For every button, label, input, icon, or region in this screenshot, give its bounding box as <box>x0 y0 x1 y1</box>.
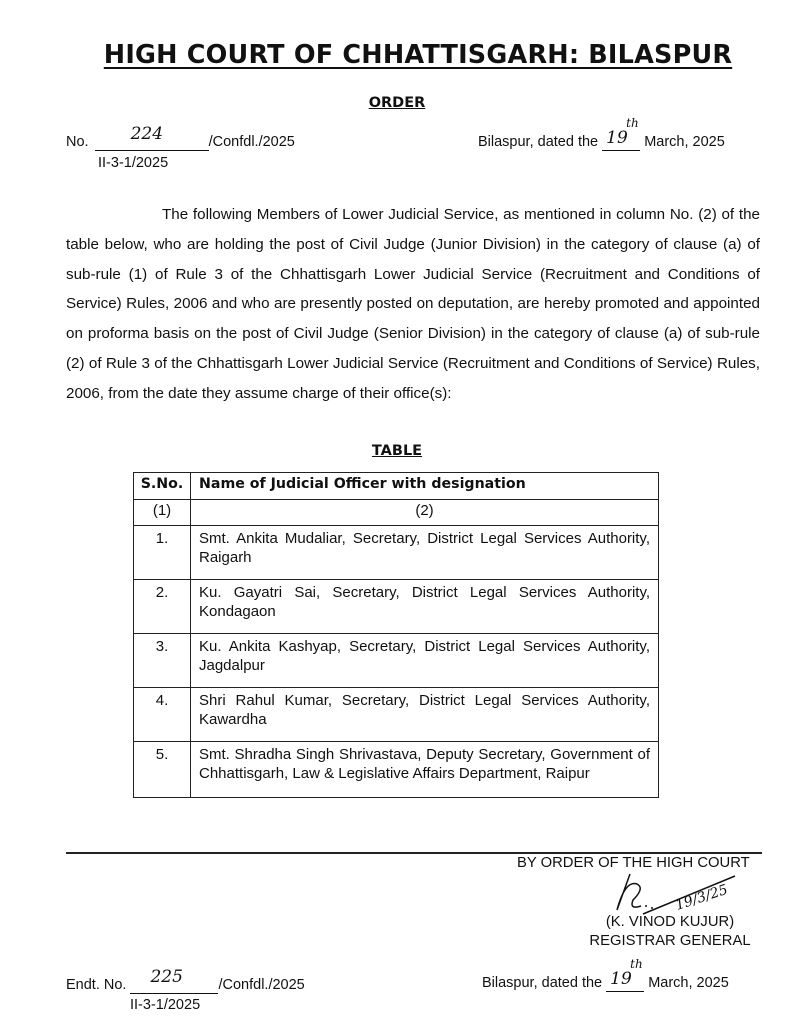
row-sno: 1. <box>134 526 191 580</box>
endorsement-file-number: II-3-1/2025 <box>130 997 201 1013</box>
order-file-number: II-3-1/2025 <box>98 155 169 171</box>
table-column-number-row <box>134 500 659 526</box>
order-no-prefix: No. <box>66 134 89 150</box>
endorsement-number-line <box>66 967 305 994</box>
signer-name: (K. VINOD KUJUR) <box>605 914 735 930</box>
divider-line <box>66 852 762 854</box>
column-number-1: (1) <box>134 500 191 526</box>
endorsement-day-suffix: th <box>630 957 643 971</box>
row-sno: 4. <box>134 688 191 742</box>
column-header-sno: S.No. <box>134 473 191 500</box>
order-number-line <box>66 124 295 151</box>
row-sno: 2. <box>134 580 191 634</box>
order-number-handwritten: 224 <box>130 124 164 144</box>
order-day-blank <box>602 116 640 151</box>
order-date-line <box>478 116 725 151</box>
order-heading: ORDER <box>368 95 426 111</box>
endorsement-suffix: /Confdl./2025 <box>218 977 305 993</box>
endorsement-number-blank <box>130 967 218 994</box>
table-row <box>134 580 659 634</box>
by-order-text: BY ORDER OF THE HIGH COURT <box>517 855 750 871</box>
order-number-blank <box>95 124 209 151</box>
order-date-prefix: Bilaspur, dated the <box>478 134 599 150</box>
row-officer: Shri Rahul Kumar, Secretary, District Legal Services Authority, Kawardha <box>191 688 659 742</box>
order-day-suffix: th <box>626 116 639 130</box>
signature-scribble-icon <box>585 870 755 920</box>
order-date-suffix: March, 2025 <box>644 134 725 150</box>
row-officer: Smt. Shradha Singh Shrivastava, Deputy Secretary, Government of Chhattisgarh, Law & Legislative Affairs Department, Raipur <box>191 742 659 798</box>
endorsement-date-line <box>482 957 729 992</box>
endorsement-date-prefix: Bilaspur, dated the <box>482 975 603 991</box>
table-header-row <box>134 473 659 500</box>
table-row <box>134 688 659 742</box>
order-no-suffix: /Confdl./2025 <box>208 134 295 150</box>
column-number-2: (2) <box>191 500 659 526</box>
endorsement-prefix: Endt. No. <box>66 977 127 993</box>
endorsement-number-handwritten: 225 <box>150 967 183 987</box>
endorsement-day-blank <box>606 957 644 992</box>
court-title: HIGH COURT OF CHHATTISGARH: BILASPUR <box>103 40 733 70</box>
row-sno: 3. <box>134 634 191 688</box>
order-day-handwritten: 19 <box>606 128 628 148</box>
signature-date: 19/3/25 <box>673 881 730 914</box>
row-officer: Ku. Gayatri Sai, Secretary, District Legal Services Authority, Kondagaon <box>191 580 659 634</box>
endorsement-date-suffix: March, 2025 <box>648 975 729 991</box>
table-row <box>134 742 659 798</box>
officers-table <box>133 472 659 798</box>
signer-designation: REGISTRAR GENERAL <box>589 933 751 949</box>
table-row <box>134 634 659 688</box>
order-paragraph: The following Members of Lower Judicial Service, as mentioned in column No. (2) of the table below, who are holding the post of Civil Judge (Junior Division) in the category of clause (a) of sub-rule (1) of Rule 3 of the Chhattisgarh Lower Judicial Service (Recruitment and Conditions of Service) Rules, 2006 and who are presently posted on deputation, are hereby promoted and appointed on proforma basis on the post of Civil Judge (Senior Division) in the category of clause (a) of sub-rule (2) of Rule 3 of the Chhattisgarh Lower Judicial Service (Recruitment and Conditions of Service) Rules, 2006, from the date they assume charge of their office(s): <box>66 206 760 402</box>
row-officer: Ku. Ankita Kashyap, Secretary, District Legal Services Authority, Jagdalpur <box>191 634 659 688</box>
row-officer: Smt. Ankita Mudaliar, Secretary, District Legal Services Authority, Raigarh <box>191 526 659 580</box>
column-header-name: Name of Judicial Officer with designation <box>191 473 659 500</box>
table-heading: TABLE <box>371 443 423 459</box>
row-sno: 5. <box>134 742 191 798</box>
table-row <box>134 526 659 580</box>
endorsement-day-handwritten: 19 <box>610 969 632 989</box>
order-body <box>66 200 760 409</box>
